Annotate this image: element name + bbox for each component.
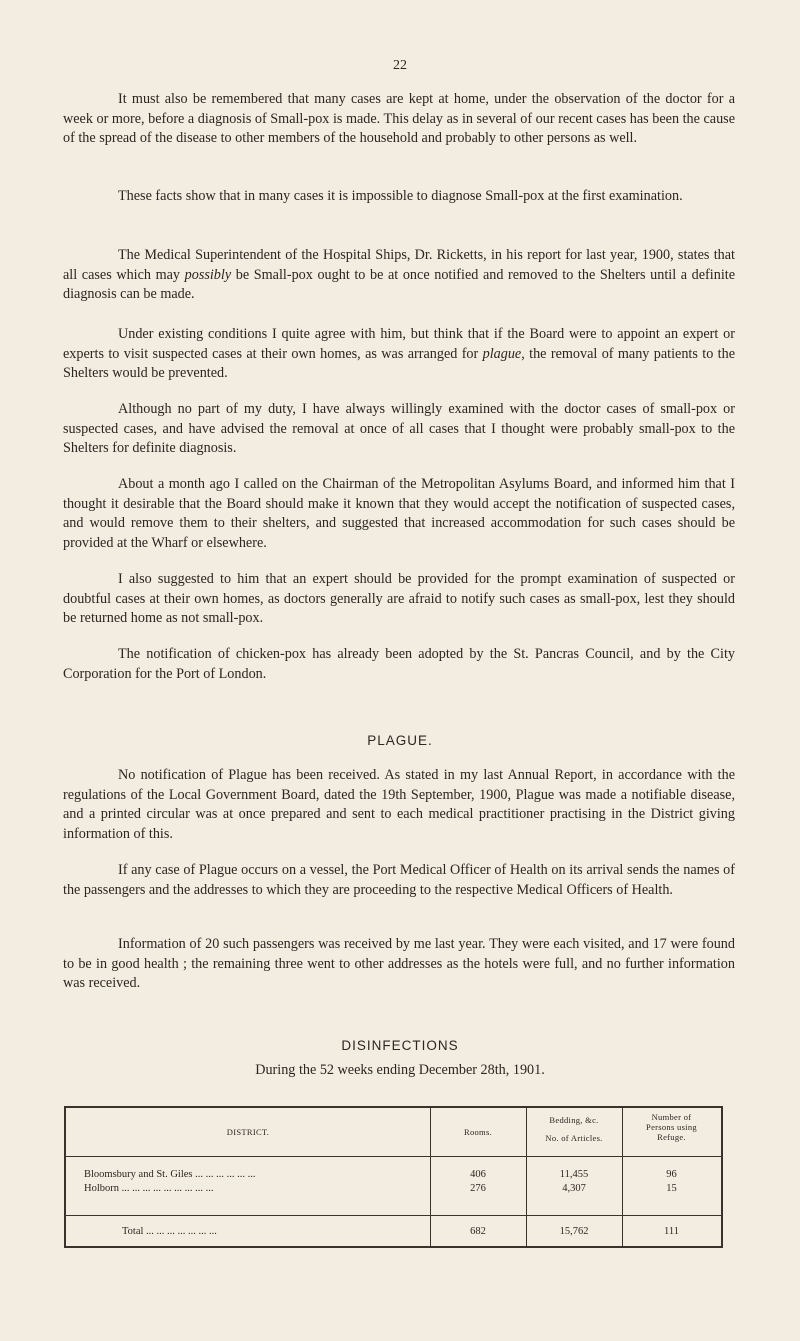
paragraph-text: Information of 20 such passengers was received by me last year. They were each visited, and 17 were found to be in good health ; the remaining three went to other addresses as the hotels were full, and no further information was received. [63, 936, 735, 991]
header-persons [622, 1112, 721, 1142]
header-persons-line2: Persons using [646, 1122, 697, 1132]
total-rooms: 682 [470, 1226, 486, 1237]
row-persons-bloomsbury: 96 [666, 1169, 677, 1180]
row-bedding-bloomsbury: 11,455 [559, 1169, 589, 1180]
paragraph-text: It must also be remembered that many cases are kept at home, under the observation of the doctor for a week or more, before a diagnosis of Small-pox is made. This delay as in several of our recent cases has been the cause of the spread of the disease to other members of the household and probably to other persons as well. [63, 91, 735, 146]
paragraph-text: About a month ago I called on the Chairman of the Metropolitan Asylums Board, and informed him that I thought it desirable that the Board should make it known that they would accept the notification of suspected cases, and would remove them to their shelters, and suggested that increased accommodation for such cases should be provided at the Wharf or elsewhere. [63, 476, 735, 551]
paragraph-impossible-diagnose [63, 187, 735, 207]
paragraph-text: I also suggested to him that an expert should be provided for the prompt examination of suspected or doubtful cases at their own homes, as doctors generally are afraid to notify such cases as small-pox, lest they should be returned home as not small-pox. [63, 571, 735, 626]
paragraph-text: Although no part of my duty, I have always willingly examined with the doctor cases of small-pox or suspected cases, and have advised the removal at once of all cases that I thought were probably small-pox to the Shelters for definite diagnosis. [63, 401, 735, 456]
paragraph-chicken-pox [63, 645, 735, 684]
row-rooms-bloomsbury: 406 [470, 1169, 486, 1180]
row-bedding-holborn: 4,307 [562, 1183, 586, 1194]
emphasis-text: possibly [184, 266, 232, 283]
header-bedding-line1: Bedding, &c. [549, 1115, 599, 1125]
header-persons-line3: Refuge. [657, 1132, 686, 1142]
page-number: 22 [393, 58, 407, 73]
paragraph-home-observation [63, 90, 735, 149]
row-district-bloomsbury: Bloomsbury and St. Giles ... ... ... ... ... ... [84, 1169, 256, 1180]
disinfections-table [64, 1106, 723, 1248]
paragraph-plague-vessel [63, 861, 735, 900]
paragraph-text: The notification of chicken-pox has already been adopted by the St. Pancras Council, and by the City Corporation for the Port of London. [63, 646, 735, 682]
total-bedding: 15,762 [559, 1226, 589, 1237]
total-persons: 111 [664, 1226, 679, 1237]
header-bedding-line2: No. of Articles. [545, 1133, 603, 1143]
header-rooms: Rooms. [463, 1127, 492, 1137]
paragraph-text: If any case of Plague occurs on a vessel, the Port Medical Officer of Health on its arrival sends the names of the passengers and the addresses to which they are proceeding to the respective Medical Officers of Health. [63, 862, 735, 898]
row-rooms-holborn: 276 [470, 1183, 486, 1194]
emphasis-text: plague [482, 345, 522, 362]
header-divider [66, 1156, 721, 1157]
paragraph-passengers [63, 935, 735, 994]
paragraph-text: Under existing conditions I quite agree with him, but think that if the Board were to appoint an expert or experts to visit suspected cases at their own homes, as was arranged for plague, the removal of many patients to the Shelters would be prevented. [63, 326, 735, 381]
header-district: DISTRICT. [226, 1127, 270, 1137]
section-heading-disinfections: DISINFECTIONS [341, 1038, 459, 1053]
paragraph-duty [63, 400, 735, 459]
paragraph-text: These facts show that in many cases it is impossible to diagnose Small-pox at the first examination. [118, 188, 683, 204]
header-bedding [526, 1114, 622, 1144]
paragraph-chairman [63, 475, 735, 553]
header-persons-line1: Number of [651, 1112, 692, 1122]
total-label: Total ... ... ... ... ... ... ... [122, 1226, 217, 1237]
paragraph-text: The Medical Superintendent of the Hospital Ships, Dr. Ricketts, in his report for last year, 1900, states that all cases which may possibly be Small-pox ought to be at once notified and removed to the Shelters until a definite diagnosis can be made. [63, 247, 735, 302]
paragraph-expert-suggestion [63, 570, 735, 629]
paragraph-expert-proposal [63, 325, 735, 384]
section-heading-plague: PLAGUE. [367, 733, 433, 748]
total-divider [66, 1215, 721, 1216]
row-persons-holborn: 15 [666, 1183, 677, 1194]
paragraph-plague-notification [63, 766, 735, 844]
paragraph-text: No notification of Plague has been received. As stated in my last Annual Report, in accordance with the regulations of the Local Government Board, dated the 19th September, 1900, Plague was made a notifiable disease, and a printed circular was at once prepared and sent to each medical practitioner practising in the District giving information of this. [63, 767, 735, 842]
table-caption: During the 52 weeks ending December 28th, 1901. [255, 1062, 545, 1078]
row-district-holborn: Holborn ... ... ... ... ... ... ... ... ... [84, 1183, 214, 1194]
paragraph-ricketts-report [63, 246, 735, 305]
